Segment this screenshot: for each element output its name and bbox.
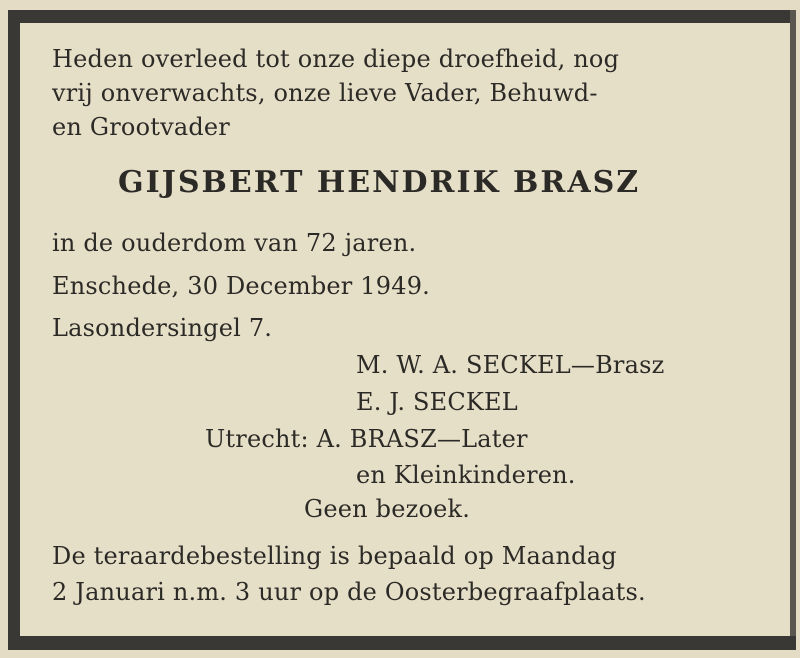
border-left: [8, 10, 20, 638]
intro-line-3: en Grootvader: [52, 113, 230, 141]
border-top: [8, 10, 796, 23]
intro-line-2: vrij onverwachts, onze lieve Vader, Behuwd-: [52, 79, 598, 107]
intro-line-1: Heden overleed tot onze diepe droefheid, nog: [52, 45, 620, 73]
border-bottom: [8, 636, 796, 650]
place-date: Enschede, 30 December 1949.: [52, 272, 431, 300]
funeral-line-2: 2 Januari n.m. 3 uur op de Oosterbegraafplaats.: [52, 578, 646, 606]
deceased-name: GIJSBERT HENDRIK BRASZ: [118, 165, 641, 200]
mourner-1: M. W. A. SECKEL—Brasz: [356, 351, 665, 379]
mourner-4: en Kleinkinderen.: [356, 461, 576, 489]
no-visits: Geen bezoek.: [304, 495, 471, 523]
age-line: in de ouderdom van 72 jaren.: [52, 229, 417, 257]
mourner-2: E. J. SECKEL: [356, 388, 518, 416]
funeral-line-1: De teraardebestelling is bepaald op Maandag: [52, 542, 617, 570]
mourner-3: Utrecht: A. BRASZ—Later: [205, 425, 528, 453]
address: Lasondersingel 7.: [52, 314, 273, 342]
border-right: [790, 10, 796, 638]
